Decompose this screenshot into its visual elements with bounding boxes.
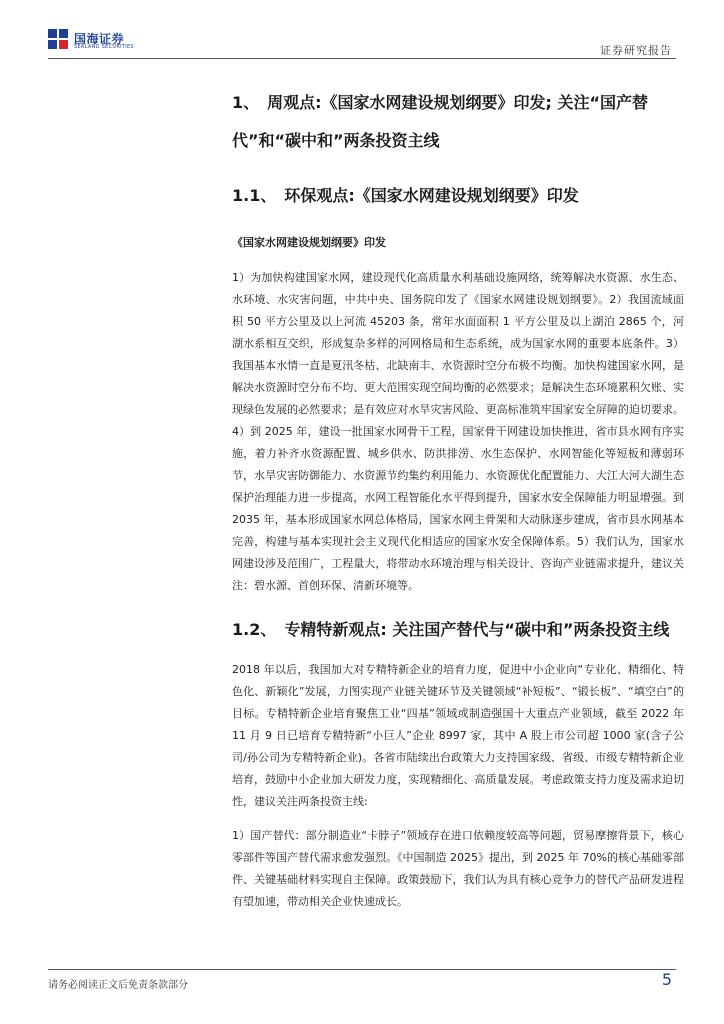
sealand-logo-icon — [48, 29, 70, 49]
section-1-2-para-2: 1）国产替代：部分制造业“卡脖子”领域存在进口依赖度较高等问题，贸易摩擦背景下，核心零部件等国产替代需求愈发强烈。《中国制造 2025》提出，到 2025 年 70%的核心基础零部件、关键基础材料实现自主保障。政策鼓励下，我们认为具有核心竞争力的替代产品研发进程有望加速，带动相关企业快速成长。 — [232, 829, 684, 908]
section-1-1-heading: 1.1、 环保观点:《国家水网建设规划纲要》印发 — [232, 186, 579, 205]
section-1-2-heading: 1.2、 专精特新观点: 关注国产替代与“碳中和”两条投资主线 — [232, 620, 670, 639]
company-logo — [48, 28, 168, 52]
page-number: 5 — [661, 970, 672, 989]
header-divider — [48, 58, 676, 59]
section-1-2-para-1: 2018 年以后，我国加大对专精特新企业的培育力度，促进中小企业向“专业化、精细化、特色化、新颖化”发展，力图实现产业链关键环节及关键领域“补短板”、“锻长板”、“填空白”的目标。专精特新企业培育聚焦工业“四基”领域或制造强国十大重点产业领域，截至 2022 年 11 月 9 日已培育专精特新“小巨人”企业 8997 家，其中 A 股上市公司超 1000 家(含子公司/孙公司为专精特新企业)。各省市陆续出台政策大力支持国家级、省级、市级专精特新企业培育，鼓励中小企业加大研发力度，实现精细化、高质量发展。考虑政策支持力度及需求迫切性，建议关注两条投资主线: — [232, 663, 684, 808]
section-1-1-body: 1）为加快构建国家水网，建设现代化高质量水利基础设施网络，统筹解决水资源、水生态、水环境、水灾害问题，中共中央、国务院印发了《国家水网建设规划纲要》。2）我国流域面积 50 平方公里及以上河流 45203 条，常年水面面积 1 平方公里及以上湖泊 2865 个，河湖水系相互交织，形成复杂多样的河网格局和生态系统，成为国家水网的重要本底条件。3）我国基本水情一直是夏汛冬枯、北缺南丰、水资源时空分布极不均衡。加快构建国家水网，是解决水资源时空分布不均、更大范围实现空间均衡的必然要求；是解决生态环境累积欠账、实现绿色发展的必然要求；是有效应对水旱灾害风险、更高标准筑牢国家安全屏障的迫切要求。4）到 2025 年，建设一批国家水网骨干工程，国家骨干网建设加快推进，省市县水网有序实施，着力补齐水资源配置、城乡供水、防洪排涝、水生态保护、水网智能化等短板和薄弱环节，水旱灾害防御能力、水资源节约集约利用能力、水资源优化配置能力、大江大河大湖生态保护治理能力进一步提高，水网工程智能化水平得到提升，国家水安全保障能力明显增强。到 2035 年，基本形成国家水网总体格局，国家水网主骨架和大动脉逐步建成，省市县水网基本完善，构建与基本实现社会主义现代化相适应的国家水安全保障体系。5）我们认为，国家水网建设涉及范围广，工程量大，将带动水环境治理与相关设计、咨询产业链需求提升，建议关注：碧水源、首创环保、清新环境等。 — [232, 271, 684, 592]
footer-divider — [48, 969, 676, 970]
section-1-heading: 1、 周观点:《国家水网建设规划纲要》印发; 关注“国产替代”和“碳中和”两条投资主线 — [232, 93, 649, 150]
report-type-label: 证券研究报告 — [600, 44, 672, 57]
main-content — [232, 84, 684, 913]
logo-english-name: SEALAND SECURITIES — [74, 44, 134, 50]
section-1-1-para-title: 《国家水网建设规划纲要》印发 — [232, 236, 386, 249]
page-header — [0, 0, 724, 62]
logo-chinese-name: 国海证券 — [74, 32, 125, 46]
footer-disclaimer: 请务必阅读正文后免责条款部分 — [48, 980, 188, 991]
